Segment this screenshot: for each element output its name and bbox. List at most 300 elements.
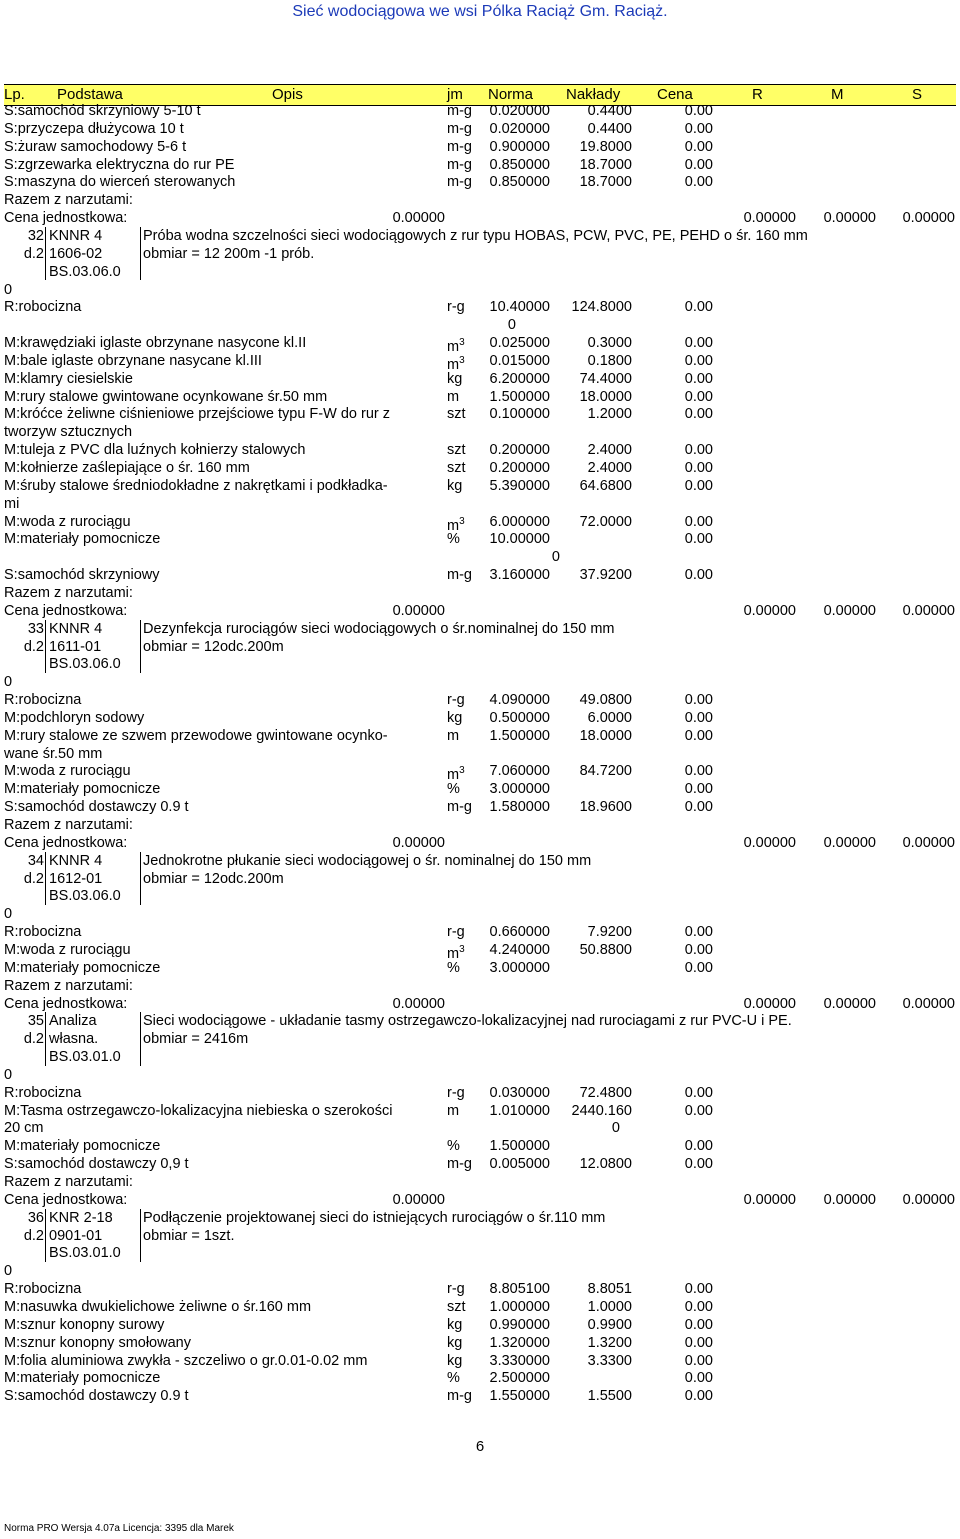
cena-value: 0.00 xyxy=(684,120,713,137)
unit: $m^3$ xyxy=(447,943,465,962)
position-number: 35 xyxy=(27,1013,44,1030)
resource-description: S:samochód dostawczy 0.9 t xyxy=(4,799,189,816)
position-description: Dezynfekcja rurociągów sieci wodociągowych o śr.nominalnej do 150 mm xyxy=(143,620,615,637)
naklady-value: 50.8800 xyxy=(579,941,632,958)
unit: kg xyxy=(447,1334,463,1351)
resource-row xyxy=(0,405,960,423)
unit: m-g xyxy=(447,567,472,584)
unit-price-value: 0.00000 xyxy=(392,210,445,227)
resource-description: S:przyczepa dłużycowa 10 t xyxy=(4,120,184,137)
unit: m xyxy=(447,388,460,405)
basis-line-2: BS.03.06.0 xyxy=(49,656,121,673)
position-row xyxy=(0,227,960,245)
naklady-value: 72.4800 xyxy=(579,1084,632,1101)
norma-value: 5.390000 xyxy=(489,477,550,494)
resource-description: M:tuleja z PVC dla luźnych kołnierzy stalowych xyxy=(4,442,306,459)
resource-description: M:bale iglaste obrzynane nasycane kl.III xyxy=(4,352,262,369)
cena-value: 0.00 xyxy=(684,174,713,191)
position-row xyxy=(0,887,960,905)
basis-line-3: 0 xyxy=(4,281,13,298)
cena-value: 0.00 xyxy=(684,1156,713,1173)
resource-description-cont: wane śr.50 mm xyxy=(4,745,103,762)
resource-description: M:śruby stalowe średniodokładne z nakrętkami i podkładka- xyxy=(4,477,388,494)
unit: kg xyxy=(447,1352,463,1369)
unit-price-s: 0.00000 xyxy=(902,602,955,619)
unit: m-g xyxy=(447,156,472,173)
resource-row xyxy=(0,138,960,156)
resource-row xyxy=(0,441,960,459)
basis-line-1: 0901-01 xyxy=(49,1227,103,1244)
position-row xyxy=(0,655,960,673)
position-row xyxy=(0,1244,960,1262)
resource-description: M:rury stalowe ze szwem przewodowe gwintowane ocynko- xyxy=(4,727,388,744)
position-row xyxy=(0,1262,960,1280)
resource-description: R:robocizna xyxy=(4,1084,82,1101)
unit: r-g xyxy=(447,1084,465,1101)
unit: % xyxy=(447,1370,460,1387)
resource-row-cont xyxy=(0,495,960,513)
norma-value: 1.010000 xyxy=(489,1102,550,1119)
unit: % xyxy=(447,959,460,976)
unit-price-s: 0.00000 xyxy=(902,834,955,851)
resource-description: M:rury stalowe gwintowane ocynkowane śr.50 mm xyxy=(4,388,328,405)
position-row xyxy=(0,1030,960,1048)
unit: kg xyxy=(447,709,463,726)
basis-cell-border xyxy=(45,227,141,281)
resource-row xyxy=(0,762,960,784)
cena-value: 0.00 xyxy=(684,781,713,798)
norma-value: 3.000000 xyxy=(489,959,550,976)
cena-value: 0.00 xyxy=(684,1316,713,1333)
naklady-overflow: 0 xyxy=(551,549,560,566)
resource-description: S:samochód dostawczy 0.9 t xyxy=(4,1388,189,1405)
basis-line-3: 0 xyxy=(4,1263,13,1280)
cena-value: 0.00 xyxy=(684,567,713,584)
resource-row xyxy=(0,923,960,941)
naklady-value: 18.9600 xyxy=(579,799,632,816)
cena-value: 0.00 xyxy=(684,370,713,387)
unit-price-r: 0.00000 xyxy=(743,1191,796,1208)
naklady-value: 0.1800 xyxy=(587,352,632,369)
position-subnumber: d.2 xyxy=(23,1227,44,1244)
resource-description: M:sznur konopny surowy xyxy=(4,1316,165,1333)
naklady-value: 2440.160 xyxy=(571,1102,632,1119)
cena-value: 0.00 xyxy=(684,352,713,369)
naklady-value: 18.0000 xyxy=(579,727,632,744)
norma-value: 0.850000 xyxy=(489,174,550,191)
subtotal-label-row xyxy=(0,191,960,209)
naklady-value: 1.2000 xyxy=(587,406,632,423)
norma-value: 1.500000 xyxy=(489,727,550,744)
norma-value: 0.200000 xyxy=(489,460,550,476)
resource-row xyxy=(0,727,960,745)
position-row xyxy=(0,245,960,263)
norma-value: 0.015000 xyxy=(489,352,550,369)
naklady-overflow: 0 xyxy=(611,1120,620,1137)
cena-value: 0.00 xyxy=(684,442,713,459)
resource-description: M:króćce żeliwne ciśnieniowe przejściowe typu F-W do rur z xyxy=(4,406,390,423)
resource-description: M:materiały pomocnicze xyxy=(4,531,161,548)
position-subnumber: d.2 xyxy=(23,1031,44,1048)
basis-line-0: KNNR 4 xyxy=(49,620,103,637)
naklady-value: 18.7000 xyxy=(579,156,632,173)
position-subnumber: d.2 xyxy=(23,638,44,655)
norma-value: 1.320000 xyxy=(489,1334,550,1351)
basis-line-2: BS.03.06.0 xyxy=(49,888,121,905)
unit-price-m: 0.00000 xyxy=(823,1191,876,1208)
naklady-value: 2.4000 xyxy=(587,460,632,476)
position-quantity: obmiar = 12odc.200m xyxy=(143,870,284,887)
resource-row xyxy=(0,1316,960,1334)
norma-value: 2.500000 xyxy=(489,1370,550,1387)
norma-value: 1.500000 xyxy=(489,388,550,405)
resource-description: M:materiały pomocnicze xyxy=(4,781,161,798)
unit: m xyxy=(447,727,460,744)
norma-value: 0.030000 xyxy=(489,1084,550,1101)
naklady-value: 0.4400 xyxy=(587,103,632,119)
subtotal-label-row xyxy=(0,1173,960,1191)
naklady-value: 12.0800 xyxy=(579,1156,632,1173)
resource-row xyxy=(0,1298,960,1316)
basis-line-0: KNNR 4 xyxy=(49,852,103,869)
basis-cell-border xyxy=(45,1209,141,1263)
norma-value: 0.025000 xyxy=(489,335,550,352)
column-header-2: Opis xyxy=(272,86,303,103)
cena-value: 0.00 xyxy=(684,138,713,155)
cena-value: 0.00 xyxy=(684,299,713,316)
basis-line-2: BS.03.01.0 xyxy=(49,1245,121,1262)
page-number: 6 xyxy=(475,1438,485,1455)
naklady-value: 0.4400 xyxy=(587,120,632,137)
unit: r-g xyxy=(447,692,465,709)
norma-value: 0.990000 xyxy=(489,1316,550,1333)
cena-value: 0.00 xyxy=(684,1334,713,1351)
resource-description: M:materiały pomocnicze xyxy=(4,959,161,976)
resource-row xyxy=(0,1102,960,1120)
unit: % xyxy=(447,781,460,798)
resource-row-cont xyxy=(0,1119,960,1137)
position-row xyxy=(0,1209,960,1227)
cena-value: 0.00 xyxy=(684,692,713,709)
cena-value: 0.00 xyxy=(684,1281,713,1298)
razem-label: Razem z narzutami: xyxy=(4,192,133,209)
resource-row xyxy=(0,388,960,406)
naklady-value: 2.4000 xyxy=(587,442,632,459)
position-row xyxy=(0,1227,960,1245)
resource-description: S:samochód skrzyniowy xyxy=(4,567,160,584)
norma-value: 0.660000 xyxy=(489,924,550,941)
norma-value: 1.500000 xyxy=(489,1138,550,1155)
position-quantity: obmiar = 12 200m -1 prób. xyxy=(143,245,315,262)
unit-price-r: 0.00000 xyxy=(743,995,796,1012)
razem-label: Razem z narzutami: xyxy=(4,817,133,833)
cena-value: 0.00 xyxy=(684,388,713,405)
resource-description: M:nasuwka dwukielichowe żeliwne o śr.160 mm xyxy=(4,1298,312,1315)
unit: m-g xyxy=(447,103,472,119)
resource-row xyxy=(0,1084,960,1102)
unit: $m^3$ xyxy=(447,515,465,534)
cena-value: 0.00 xyxy=(684,1370,713,1387)
norma-value: 4.240000 xyxy=(489,941,550,958)
norma-value: 0.500000 xyxy=(489,709,550,726)
resource-description: S:zgrzewarka elektryczna do rur PE xyxy=(4,156,235,173)
cena-value: 0.00 xyxy=(684,1102,713,1119)
unit: $m^3$ xyxy=(447,765,465,784)
position-description: Sieci wodociągowe - układanie tasmy ostrzegawczo-lokalizacyjnej nad rurociagami z rur PVC-U i PE. xyxy=(143,1013,792,1030)
unit: % xyxy=(447,531,460,548)
norma-value: 3.000000 xyxy=(489,781,550,798)
resource-description: M:krawędziaki iglaste obrzynane nasycone kl.II xyxy=(4,335,307,352)
resource-row xyxy=(0,1387,960,1405)
subtotal-label-row xyxy=(0,584,960,602)
unit-price-label: Cena jednostkowa: xyxy=(4,1191,128,1208)
cena-value: 0.00 xyxy=(684,335,713,352)
unit-price-value: 0.00000 xyxy=(392,602,445,619)
column-header-1: Podstawa xyxy=(57,86,123,103)
naklady-value: 18.7000 xyxy=(579,174,632,191)
resource-row-cont xyxy=(0,745,960,763)
resource-row xyxy=(0,1137,960,1155)
unit: kg xyxy=(447,370,463,387)
unit-price-row xyxy=(0,995,960,1013)
naklady-value: 3.3300 xyxy=(587,1352,632,1369)
unit-price-row xyxy=(0,602,960,620)
unit: m-g xyxy=(447,138,472,155)
resource-description: M:woda z rurociągu xyxy=(4,763,131,780)
unit-price-r: 0.00000 xyxy=(743,602,796,619)
basis-line-3: 0 xyxy=(4,906,13,923)
unit: r-g xyxy=(447,299,465,316)
naklady-value: 0.3000 xyxy=(587,335,632,352)
cena-value: 0.00 xyxy=(684,1084,713,1101)
cena-value: 0.00 xyxy=(684,103,713,119)
naklady-overflow: 0 xyxy=(507,317,516,334)
resource-description: S:samochód dostawczy 0,9 t xyxy=(4,1156,189,1173)
position-row xyxy=(0,852,960,870)
naklady-value: 7.9200 xyxy=(587,924,632,941)
cena-value: 0.00 xyxy=(684,1388,713,1405)
norma-value: 6.200000 xyxy=(489,370,550,387)
resource-row xyxy=(0,1280,960,1298)
unit: r-g xyxy=(447,924,465,941)
footer-license: Norma PRO Wersja 4.07a Licencja: 3395 dla Marek xyxy=(4,1523,234,1534)
cena-value: 0.00 xyxy=(684,941,713,958)
unit-price-label: Cena jednostkowa: xyxy=(4,210,128,227)
norma-value: 10.40000 xyxy=(489,299,550,316)
column-header-9: S xyxy=(912,86,923,103)
resource-row-cont xyxy=(0,548,960,566)
column-header-8: M xyxy=(831,86,844,103)
resource-description: S:maszyna do wierceń sterowanych xyxy=(4,174,236,191)
resource-row xyxy=(0,780,960,798)
norma-value: 3.160000 xyxy=(489,567,550,584)
basis-line-0: KNR 2-18 xyxy=(49,1209,113,1226)
column-header-7: R xyxy=(752,86,763,103)
unit-price-value: 0.00000 xyxy=(392,995,445,1012)
naklady-value: 18.0000 xyxy=(579,388,632,405)
unit: % xyxy=(447,1138,460,1155)
resource-row xyxy=(0,691,960,709)
basis-line-1: 1611-01 xyxy=(49,638,102,655)
norma-value: 1.580000 xyxy=(489,799,550,816)
naklady-value: 72.0000 xyxy=(579,513,632,530)
naklady-value: 1.0000 xyxy=(587,1298,632,1315)
unit: $m^3$ xyxy=(447,354,465,373)
unit: m-g xyxy=(447,174,472,191)
resource-description: M:sznur konopny smołowany xyxy=(4,1334,191,1351)
cena-value: 0.00 xyxy=(684,1138,713,1155)
resource-description: R:robocizna xyxy=(4,1281,82,1298)
cena-value: 0.00 xyxy=(684,1298,713,1315)
unit-price-label: Cena jednostkowa: xyxy=(4,834,128,851)
unit-price-s: 0.00000 xyxy=(902,210,955,227)
unit-price-r: 0.00000 xyxy=(743,210,796,227)
naklady-value: 37.9200 xyxy=(579,567,632,584)
cena-value: 0.00 xyxy=(684,799,713,816)
cena-value: 0.00 xyxy=(684,959,713,976)
resource-row xyxy=(0,1155,960,1173)
position-quantity: obmiar = 12odc.200m xyxy=(143,638,284,655)
resource-row xyxy=(0,120,960,138)
unit: szt xyxy=(447,1298,466,1315)
resource-row-cont xyxy=(0,316,960,334)
position-quantity: obmiar = 2416m xyxy=(143,1031,249,1048)
unit-price-s: 0.00000 xyxy=(902,1191,955,1208)
unit-price-value: 0.00000 xyxy=(392,834,445,851)
position-number: 36 xyxy=(27,1209,44,1226)
resource-row xyxy=(0,102,960,120)
unit-price-m: 0.00000 xyxy=(823,995,876,1012)
resource-row xyxy=(0,798,960,816)
norma-value: 0.200000 xyxy=(489,442,550,459)
resource-row-cont xyxy=(0,423,960,441)
position-row xyxy=(0,1066,960,1084)
resource-row xyxy=(0,941,960,962)
naklady-value: 19.8000 xyxy=(579,138,632,155)
unit-price-label: Cena jednostkowa: xyxy=(4,602,128,619)
cena-value: 0.00 xyxy=(684,924,713,941)
norma-value: 4.090000 xyxy=(489,692,550,709)
basis-line-3: 0 xyxy=(4,674,13,691)
naklady-value: 74.4000 xyxy=(579,370,632,387)
resource-row xyxy=(0,1369,960,1387)
column-header-3: jm xyxy=(447,86,463,103)
position-description: Jednokrotne płukanie sieci wodociągowej o śr. nominalnej do 150 mm xyxy=(143,852,592,869)
position-subnumber: d.2 xyxy=(23,870,44,887)
unit: $m^3$ xyxy=(447,337,465,355)
resource-description: R:robocizna xyxy=(4,299,82,316)
resource-description: R:robocizna xyxy=(4,692,82,709)
resource-description-cont: 20 cm xyxy=(4,1120,44,1137)
unit: szt xyxy=(447,460,466,476)
resource-row xyxy=(0,173,960,191)
basis-line-1: 1612-01 xyxy=(49,870,103,887)
resource-description: R:robocizna xyxy=(4,924,82,941)
position-number: 34 xyxy=(27,852,44,869)
resource-row xyxy=(0,566,960,584)
resource-row xyxy=(0,352,960,373)
position-row xyxy=(0,1012,960,1030)
resource-row xyxy=(0,530,960,548)
position-row xyxy=(0,281,960,299)
resource-description: M:klamry ciesielskie xyxy=(4,370,133,387)
unit: szt xyxy=(447,406,466,423)
position-number: 33 xyxy=(27,620,44,637)
cena-value: 0.00 xyxy=(684,709,713,726)
cena-value: 0.00 xyxy=(684,1352,713,1369)
resource-row xyxy=(0,477,960,495)
resource-description: M:woda z rurociągu xyxy=(4,941,131,958)
unit: r-g xyxy=(447,1281,465,1298)
unit-price-r: 0.00000 xyxy=(743,834,796,851)
cena-value: 0.00 xyxy=(684,513,713,530)
unit: m-g xyxy=(447,1156,472,1173)
razem-label: Razem z narzutami: xyxy=(4,1174,133,1190)
resource-description: M:materiały pomocnicze xyxy=(4,1138,161,1155)
resource-description: M:materiały pomocnicze xyxy=(4,1370,161,1387)
unit-price-m: 0.00000 xyxy=(823,834,876,851)
resource-description: M:podchloryn sodowy xyxy=(4,709,145,726)
position-quantity: obmiar = 1szt. xyxy=(143,1227,235,1244)
position-row xyxy=(0,1048,960,1066)
page-title: Sieć wodociągowa we wsi Pólka Raciąż Gm. Raciąż. xyxy=(292,3,668,20)
norma-value: 3.330000 xyxy=(489,1352,550,1369)
naklady-value: 1.5500 xyxy=(587,1388,632,1405)
basis-cell-border xyxy=(45,620,141,674)
cena-value: 0.00 xyxy=(684,406,713,423)
cena-value: 0.00 xyxy=(684,477,713,494)
basis-line-0: Analiza xyxy=(49,1013,97,1030)
subtotal-label-row xyxy=(0,977,960,995)
norma-value: 1.550000 xyxy=(489,1388,550,1405)
naklady-value: 8.8051 xyxy=(587,1281,632,1298)
naklady-value: 64.6800 xyxy=(579,477,632,494)
column-header-5: Nakłady xyxy=(566,86,621,103)
basis-line-2: BS.03.06.0 xyxy=(49,263,121,280)
norma-value: 1.000000 xyxy=(489,1298,550,1315)
resource-description: S:samochód skrzyniowy 5-10 t xyxy=(4,103,201,119)
basis-line-3: 0 xyxy=(4,1066,13,1083)
unit-price-value: 0.00000 xyxy=(392,1191,445,1208)
position-row xyxy=(0,673,960,691)
resource-description: M:woda z rurociągu xyxy=(4,513,131,530)
position-description: Podłączenie projektowanej sieci do istniejących rurociągów o śr.110 mm xyxy=(143,1209,606,1226)
position-subnumber: d.2 xyxy=(23,245,44,262)
unit: m xyxy=(447,1102,460,1119)
resource-row xyxy=(0,459,960,477)
resource-row xyxy=(0,1334,960,1352)
position-number: 32 xyxy=(27,227,44,244)
naklady-value: 6.0000 xyxy=(587,709,632,726)
norma-value: 0.100000 xyxy=(489,406,550,423)
basis-line-1: własna. xyxy=(49,1031,99,1048)
norma-value: 0.020000 xyxy=(489,120,550,137)
razem-label: Razem z narzutami: xyxy=(4,977,133,994)
norma-value: 6.000000 xyxy=(489,513,550,530)
cena-value: 0.00 xyxy=(684,531,713,548)
basis-line-1: 1606-02 xyxy=(49,245,103,262)
norma-value: 0.900000 xyxy=(489,138,550,155)
resource-description-cont: tworzyw sztucznych xyxy=(4,424,133,441)
unit-price-row xyxy=(0,834,960,852)
cena-value: 0.00 xyxy=(684,156,713,173)
resource-row xyxy=(0,370,960,388)
resource-row xyxy=(0,513,960,534)
position-row xyxy=(0,905,960,923)
basis-cell-border xyxy=(45,852,141,906)
naklady-value: 1.3200 xyxy=(587,1334,632,1351)
basis-line-2: BS.03.01.0 xyxy=(49,1049,121,1066)
